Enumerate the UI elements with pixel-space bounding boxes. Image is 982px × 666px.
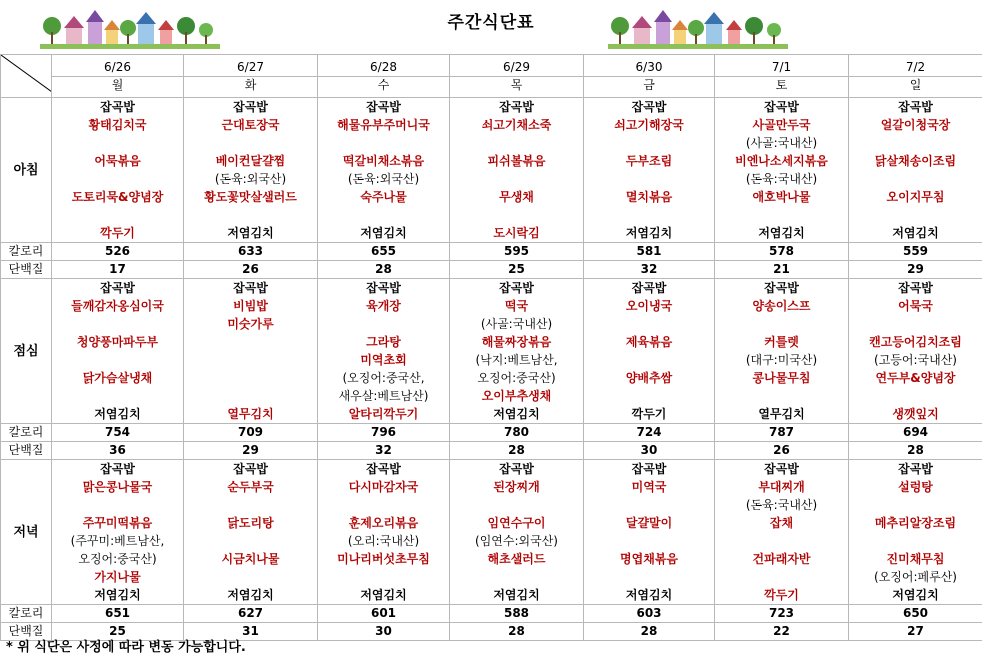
- menu-item: (돈육:외국산): [214, 172, 287, 186]
- menu-item: [849, 315, 982, 333]
- menu-item: [52, 387, 183, 405]
- lunch-menu-cell: [450, 279, 584, 424]
- day-header: [584, 55, 715, 98]
- menu-item: (사골:국내산): [480, 317, 553, 331]
- breakfast-protein-value: 28: [318, 261, 450, 279]
- day-date: 6/27: [237, 59, 264, 74]
- dinner-protein-value: 31: [184, 623, 318, 641]
- menu-item: 육개장: [366, 299, 401, 313]
- menu-item: 콩나물무침: [752, 371, 811, 385]
- dinner-calorie-row: [1, 605, 982, 623]
- dinner-protein-value: 30: [318, 623, 450, 641]
- menu-item: [715, 568, 848, 586]
- menu-item: 커틀렛: [764, 335, 799, 349]
- menu-item: 된장찌개: [493, 480, 540, 494]
- lunch-row: [1, 279, 982, 424]
- day-header: [318, 55, 450, 98]
- menu-item: 임연수구이: [487, 516, 546, 530]
- breakfast-calorie-value: 559: [849, 243, 982, 261]
- menu-item: 잡곡밥: [366, 462, 401, 476]
- breakfast-menu-cell: [52, 98, 184, 243]
- breakfast-protein-label: 단백질: [1, 261, 52, 279]
- menu-item: [849, 134, 982, 152]
- lunch-calorie-value: 754: [52, 424, 184, 442]
- menu-item: 잡채: [769, 516, 794, 530]
- menu-item: [584, 170, 714, 188]
- dinner-protein-label: 단백질: [1, 623, 52, 641]
- menu-item: (오징어:페루산): [874, 570, 957, 584]
- dinner-calorie-value: 603: [584, 605, 715, 623]
- menu-item: 쇠고기해장국: [614, 118, 684, 132]
- menu-item: [715, 532, 848, 550]
- menu-item: [584, 315, 714, 333]
- menu-item: [450, 134, 583, 152]
- day-of-week: 월: [52, 76, 183, 94]
- menu-item: 메추리알장조림: [874, 516, 957, 530]
- breakfast-calorie-value: 526: [52, 243, 184, 261]
- menu-item: (사골:국내산): [745, 136, 818, 150]
- lunch-calorie-value: 694: [849, 424, 982, 442]
- lunch-protein-value: 29: [184, 442, 318, 460]
- day-of-week: 일: [849, 76, 982, 94]
- menu-item: (임연수:외국산): [475, 534, 558, 548]
- day-date: 7/1: [771, 59, 792, 74]
- menu-item: 떡갈비채소볶음: [342, 154, 425, 168]
- menu-item: 깍두기: [764, 588, 799, 602]
- lunch-protein-row: [1, 442, 982, 460]
- menu-item: 저염김치: [94, 588, 141, 602]
- menu-item: 오이지무침: [886, 190, 945, 204]
- dinner-menu-cell: [584, 460, 715, 605]
- menu-item: (대구:미국산): [745, 353, 818, 367]
- breakfast-menu-cell: [450, 98, 584, 243]
- breakfast-calorie-value: 595: [450, 243, 584, 261]
- menu-item: 저염김치: [493, 407, 540, 421]
- menu-item: 얼갈이청국장: [880, 118, 951, 132]
- menu-item: 저염김치: [625, 588, 673, 602]
- menu-item: [184, 134, 317, 152]
- menu-item: 연두부&양념장: [875, 371, 956, 385]
- menu-item: [52, 315, 183, 333]
- menu-item: [184, 333, 317, 351]
- menu-item: [52, 170, 183, 188]
- menu-item: [849, 170, 982, 188]
- menu-change-footnote: * 위 식단은 사정에 따라 변동 가능합니다.: [6, 640, 246, 655]
- menu-item: 잡곡밥: [631, 281, 667, 295]
- day-date: 6/29: [503, 59, 530, 74]
- breakfast-protein-value: 21: [715, 261, 849, 279]
- menu-item: 가지나물: [94, 570, 141, 584]
- menu-item: 쇠고기채소죽: [481, 118, 552, 132]
- dinner-protein-value: 28: [450, 623, 584, 641]
- menu-item: [584, 532, 714, 550]
- menu-item: [318, 315, 449, 333]
- menu-item: 저염김치: [227, 588, 274, 602]
- menu-item: 시금치나물: [221, 552, 280, 566]
- menu-item: 사골만두국: [752, 118, 811, 132]
- breakfast-menu-cell: [849, 98, 982, 243]
- menu-item: 잡곡밥: [631, 462, 667, 476]
- lunch-calorie-value: 787: [715, 424, 849, 442]
- menu-item: 오이부추생채: [481, 389, 552, 403]
- menu-item: 저염김치: [360, 226, 407, 240]
- menu-item: (돈육:외국산): [347, 172, 420, 186]
- lunch-protein-label: 단백질: [1, 442, 52, 460]
- menu-item: 잡곡밥: [499, 100, 534, 114]
- menu-item: (돈육:국내산): [745, 498, 818, 512]
- menu-item: [52, 134, 183, 152]
- breakfast-menu-cell: [184, 98, 318, 243]
- menu-item: 저염김치: [227, 226, 274, 240]
- menu-item: 잡곡밥: [898, 281, 933, 295]
- lunch-calorie-value: 780: [450, 424, 584, 442]
- lunch-menu-cell: [715, 279, 849, 424]
- breakfast-protein-row: [1, 261, 982, 279]
- menu-item: 양배추쌈: [625, 371, 673, 385]
- menu-item: 잡곡밥: [233, 100, 268, 114]
- menu-item: [715, 315, 848, 333]
- menu-item: (고등어:국내산): [874, 353, 957, 367]
- menu-item: 주꾸미떡볶음: [82, 516, 153, 530]
- menu-item: 미역초회: [360, 353, 407, 367]
- lunch-calorie-value: 724: [584, 424, 715, 442]
- menu-item: [584, 351, 714, 369]
- menu-item: 잡곡밥: [233, 462, 268, 476]
- menu-item: (주꾸미:베트남산,: [70, 534, 165, 548]
- menu-item: 그라탕: [366, 335, 401, 349]
- lunch-label: 점심: [1, 279, 52, 424]
- menu-item: 알타리깍두기: [348, 407, 419, 421]
- lunch-protein-value: 26: [715, 442, 849, 460]
- menu-item: (돈육:국내산): [745, 172, 818, 186]
- breakfast-menu-cell: [318, 98, 450, 243]
- menu-item: 닭가슴살냉채: [82, 371, 153, 385]
- menu-item: 저염김치: [625, 226, 673, 240]
- breakfast-protein-value: 29: [849, 261, 982, 279]
- menu-item: 잡곡밥: [898, 100, 933, 114]
- menu-item: [849, 532, 982, 550]
- day-header: [450, 55, 584, 98]
- page-title: 주간식단표: [447, 13, 535, 33]
- breakfast-menu-cell: [584, 98, 715, 243]
- menu-item: 숙주나물: [360, 190, 407, 204]
- menu-item: [584, 496, 714, 514]
- dinner-menu-cell: [715, 460, 849, 605]
- menu-item: [318, 496, 449, 514]
- day-header: [849, 55, 982, 98]
- dinner-protein-value: 22: [715, 623, 849, 641]
- menu-item: 잡곡밥: [366, 100, 401, 114]
- day-header: [52, 55, 184, 98]
- title-bar: [0, 0, 982, 54]
- lunch-protein-value: 28: [849, 442, 982, 460]
- menu-item: 저염김치: [493, 588, 540, 602]
- breakfast-calorie-label: 칼로리: [1, 243, 52, 261]
- menu-item: 잡곡밥: [499, 281, 534, 295]
- day-date: 6/28: [370, 59, 397, 74]
- breakfast-protein-value: 32: [584, 261, 715, 279]
- menu-item: [184, 568, 317, 586]
- day-date: 6/30: [635, 59, 663, 74]
- menu-item: [584, 568, 714, 586]
- lunch-protein-value: 32: [318, 442, 450, 460]
- dinner-calorie-label: 칼로리: [1, 605, 52, 623]
- dinner-protein-value: 28: [584, 623, 715, 641]
- breakfast-calorie-row: [1, 243, 982, 261]
- menu-item: 해물짜장볶음: [481, 335, 552, 349]
- menu-item: 저염김치: [892, 226, 939, 240]
- menu-item: (오징어:중국산,: [342, 371, 425, 385]
- menu-item: 명엽채볶음: [620, 552, 678, 566]
- menu-item: [318, 568, 449, 586]
- breakfast-calorie-value: 655: [318, 243, 450, 261]
- lunch-menu-cell: [318, 279, 450, 424]
- menu-item: 피쉬볼볶음: [487, 154, 546, 168]
- breakfast-protein-value: 26: [184, 261, 318, 279]
- menu-item: 해물유부주머니국: [337, 118, 430, 132]
- day-of-week: 수: [318, 76, 449, 94]
- menu-item: 깍두기: [631, 407, 667, 421]
- menu-item: [184, 351, 317, 369]
- menu-item: 닭도리탕: [227, 516, 274, 530]
- menu-item: 달걀말이: [625, 516, 673, 530]
- weekly-menu-table: [0, 54, 982, 641]
- menu-item: [184, 496, 317, 514]
- dinner-label: 저녁: [1, 460, 52, 605]
- menu-item: 잡곡밥: [100, 100, 135, 114]
- menu-item: 어묵국: [898, 299, 933, 313]
- breakfast-calorie-value: 578: [715, 243, 849, 261]
- menu-item: (낙지:베트남산,: [475, 353, 558, 367]
- village-decoration-right: [608, 2, 788, 50]
- menu-item: 미역국: [631, 480, 667, 494]
- dinner-row: [1, 460, 982, 605]
- menu-item: 잡곡밥: [764, 281, 799, 295]
- lunch-calorie-row: [1, 424, 982, 442]
- menu-item: 해초샐러드: [487, 552, 546, 566]
- menu-item: [318, 134, 449, 152]
- breakfast-label: 아침: [1, 98, 52, 243]
- lunch-protein-value: 30: [584, 442, 715, 460]
- menu-item: 훈제오리볶음: [348, 516, 419, 530]
- menu-item: 오징어:중국산): [78, 552, 157, 566]
- menu-item: 저염김치: [94, 407, 141, 421]
- dinner-menu-cell: [450, 460, 584, 605]
- menu-item: [450, 206, 583, 224]
- menu-item: [849, 496, 982, 514]
- lunch-menu-cell: [584, 279, 715, 424]
- menu-item: 두부조림: [625, 154, 673, 168]
- menu-item: 미숫가루: [227, 317, 274, 331]
- day-header: [715, 55, 849, 98]
- menu-item: 비엔나소세지볶음: [735, 154, 828, 168]
- lunch-menu-cell: [849, 279, 982, 424]
- menu-item: [184, 387, 317, 405]
- lunch-calorie-value: 709: [184, 424, 318, 442]
- menu-item: 캔고등어김치조림: [869, 335, 962, 349]
- lunch-menu-cell: [184, 279, 318, 424]
- menu-item: 오이냉국: [625, 299, 673, 313]
- menu-item: [450, 170, 583, 188]
- menu-item: 잡곡밥: [764, 462, 799, 476]
- menu-item: [52, 496, 183, 514]
- menu-item: 진미채무침: [886, 552, 945, 566]
- menu-item: [450, 568, 583, 586]
- breakfast-protein-value: 25: [450, 261, 584, 279]
- day-of-week: 토: [715, 76, 848, 94]
- menu-item: [584, 206, 714, 224]
- menu-item: [184, 206, 317, 224]
- day-of-week: 목: [450, 76, 583, 94]
- menu-item: 어묵볶음: [94, 154, 141, 168]
- lunch-calorie-label: 칼로리: [1, 424, 52, 442]
- lunch-menu-cell: [52, 279, 184, 424]
- menu-item: 저염김치: [892, 588, 939, 602]
- menu-item: 들깨감자옹심이국: [71, 299, 164, 313]
- menu-item: 황도꽃맛살샐러드: [204, 190, 297, 204]
- day-of-week: 화: [184, 76, 317, 94]
- menu-item: 생깻잎지: [892, 407, 939, 421]
- menu-item: [715, 206, 848, 224]
- menu-item: 무생채: [499, 190, 534, 204]
- menu-item: 청양풍마파두부: [76, 335, 159, 349]
- menu-item: [849, 206, 982, 224]
- lunch-calorie-value: 796: [318, 424, 450, 442]
- day-header: [184, 55, 318, 98]
- dinner-calorie-value: 601: [318, 605, 450, 623]
- menu-item: 양송이스프: [752, 299, 811, 313]
- menu-item: 다시마감자국: [348, 480, 419, 494]
- menu-item: 잡곡밥: [499, 462, 534, 476]
- dinner-menu-cell: [184, 460, 318, 605]
- menu-item: [450, 496, 583, 514]
- dinner-calorie-value: 650: [849, 605, 982, 623]
- menu-item: [318, 206, 449, 224]
- menu-item: 잡곡밥: [366, 281, 401, 295]
- corner-cell: [1, 55, 52, 98]
- menu-item: 제육볶음: [625, 335, 673, 349]
- dinner-calorie-value: 723: [715, 605, 849, 623]
- menu-item: 멸치볶음: [625, 190, 673, 204]
- day-date: 6/26: [104, 59, 131, 74]
- dinner-calorie-value: 588: [450, 605, 584, 623]
- breakfast-protein-value: 17: [52, 261, 184, 279]
- dinner-protein-value: 25: [52, 623, 184, 641]
- menu-item: [52, 351, 183, 369]
- menu-item: (오리:국내산): [347, 534, 420, 548]
- dinner-menu-cell: [849, 460, 982, 605]
- menu-item: 열무김치: [758, 407, 805, 421]
- menu-item: 순두부국: [227, 480, 274, 494]
- breakfast-calorie-value: 633: [184, 243, 318, 261]
- menu-item: 잡곡밥: [100, 281, 135, 295]
- menu-item: 비빔밥: [233, 299, 268, 313]
- menu-item: 황태김치국: [88, 118, 147, 132]
- breakfast-menu-cell: [715, 98, 849, 243]
- menu-item: 잡곡밥: [764, 100, 799, 114]
- menu-item: 새우살:베트남산): [338, 389, 429, 403]
- menu-item: 미나리버섯초무침: [337, 552, 430, 566]
- menu-item: 떡국: [504, 299, 529, 313]
- menu-item: [584, 134, 714, 152]
- menu-item: 잡곡밥: [100, 462, 135, 476]
- day-of-week: 금: [584, 76, 714, 94]
- menu-item: [849, 387, 982, 405]
- breakfast-row: [1, 98, 982, 243]
- menu-item: 건파래자반: [752, 552, 811, 566]
- menu-item: [715, 387, 848, 405]
- lunch-protein-value: 36: [52, 442, 184, 460]
- menu-item: 저염김치: [758, 226, 805, 240]
- menu-item: [184, 532, 317, 550]
- menu-item: 오징어:중국산): [477, 371, 556, 385]
- diagonal-divider: [1, 55, 52, 92]
- header-row: [1, 55, 982, 98]
- menu-item: [184, 369, 317, 387]
- menu-item: 부대찌개: [758, 480, 805, 494]
- menu-item: [52, 206, 183, 224]
- dinner-calorie-value: 651: [52, 605, 184, 623]
- menu-item: 근대토장국: [221, 118, 280, 132]
- dinner-menu-cell: [52, 460, 184, 605]
- menu-item: 베이컨달걀찜: [215, 154, 286, 168]
- menu-item: 열무김치: [227, 407, 274, 421]
- day-date: 7/2: [905, 59, 926, 74]
- dinner-protein-value: 27: [849, 623, 982, 641]
- menu-item: 설렁탕: [898, 480, 933, 494]
- menu-item: 닭살채송이조림: [874, 154, 957, 168]
- breakfast-calorie-value: 581: [584, 243, 715, 261]
- menu-item: 애호박나물: [752, 190, 811, 204]
- menu-item: 저염김치: [360, 588, 407, 602]
- menu-item: 잡곡밥: [233, 281, 268, 295]
- menu-item: [584, 387, 714, 405]
- dinner-menu-cell: [318, 460, 450, 605]
- menu-item: 도토리묵&양념장: [71, 190, 164, 204]
- menu-item: 맑은콩나물국: [82, 480, 153, 494]
- menu-item: 잡곡밥: [631, 100, 667, 114]
- lunch-protein-value: 28: [450, 442, 584, 460]
- dinner-calorie-value: 627: [184, 605, 318, 623]
- menu-item: 깍두기: [100, 226, 135, 240]
- menu-item: 도시락김: [493, 226, 540, 240]
- menu-item: 잡곡밥: [898, 462, 933, 476]
